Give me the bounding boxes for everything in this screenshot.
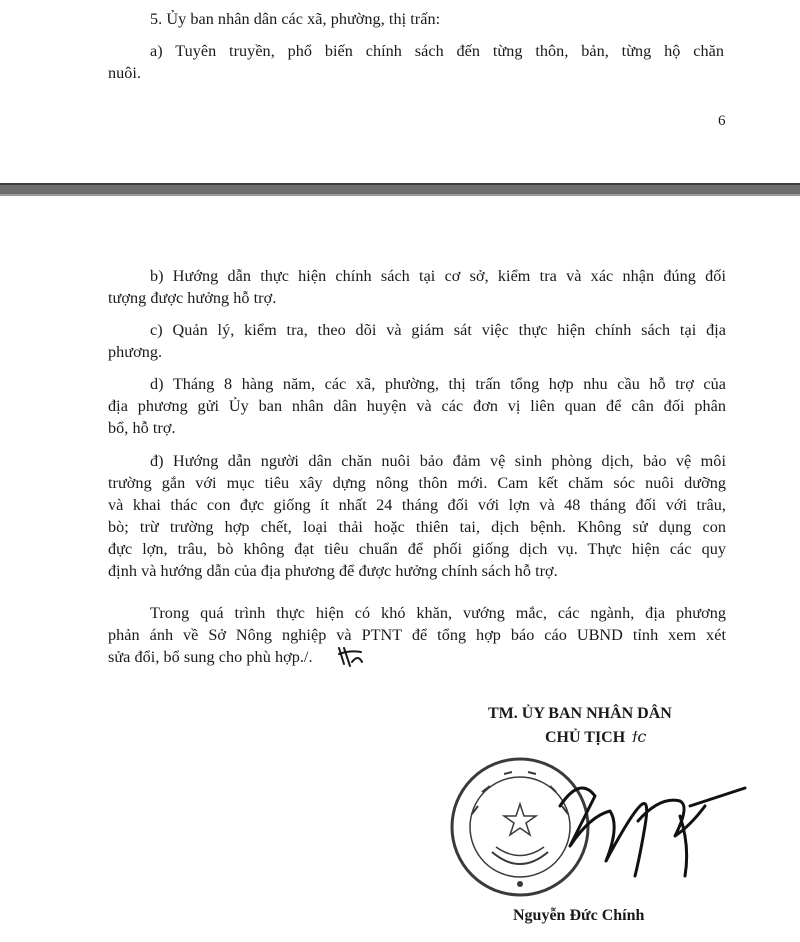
item-a-line-1: a) Tuyên truyền, phổ biến chính sách đến từng thôn, bản, từng hộ chăn — [150, 42, 724, 60]
signer-name: Nguyễn Đức Chính — [513, 907, 645, 924]
handwritten-signature-icon — [540, 766, 750, 886]
current-page — [0, 196, 800, 942]
closing-line-2: phản ánh về Sở Nông nghiệp và PTNT để tổng hợp báo cáo UBND tỉnh xem xét — [108, 626, 726, 644]
item-b-line-2: tượng được hưởng hỗ trợ. — [108, 289, 277, 307]
page-divider — [0, 183, 800, 196]
item-d1-line-1: d) Tháng 8 hàng năm, các xã, phường, thị trấn tổng hợp nhu cầu hỗ trợ của — [150, 375, 726, 393]
item-c-line-2: phương. — [108, 343, 163, 361]
initial-mark-icon — [336, 642, 366, 672]
signature-initials: ϯc — [632, 727, 647, 746]
closing-line-1: Trong quá trình thực hiện có khó khăn, vướng mắc, các ngành, địa phương — [150, 604, 726, 622]
signature-on-behalf: TM. ỦY BAN NHÂN DÂN — [488, 705, 672, 722]
item-d1-line-3: bổ, hỗ trợ. — [108, 419, 176, 437]
item-d2-line-1: đ) Hướng dẫn người dân chăn nuôi bảo đảm vệ sinh phòng dịch, bảo vệ môi — [150, 452, 726, 470]
item-5-heading: 5. Ủy ban nhân dân các xã, phường, thị trấn: — [150, 10, 441, 28]
closing-line-3: sửa đổi, bổ sung cho phù hợp./. — [108, 648, 313, 666]
item-d1-line-2: địa phương gửi Ủy ban nhân dân huyện và các đơn vị liên quan để cân đối phân — [108, 397, 726, 415]
signature-title: CHỦ TỊCH — [545, 729, 626, 746]
item-c-line-1: c) Quản lý, kiểm tra, theo dõi và giám sát việc thực hiện chính sách tại địa — [150, 321, 726, 339]
item-d2-line-5: đực lợn, trâu, bò không đạt tiêu chuẩn để phối giống dịch vụ. Thực hiện các quy — [108, 540, 726, 558]
item-a-line-2: nuôi. — [108, 64, 142, 82]
item-d2-line-3: và khai thác con đực giống ít nhất 24 tháng đối với lợn và 48 tháng đối với trâu, — [108, 496, 726, 514]
item-d2-line-4: bò; trừ trường hợp chết, loại thải hoặc thiên tai, dịch bệnh. Không sử dụng con — [108, 518, 726, 536]
item-d2-line-6: định và hướng dẫn của địa phương để được hưởng chính sách hỗ trợ. — [108, 562, 558, 580]
item-d2-line-2: trường gắn với mục tiêu xây dựng nông thôn mới. Cam kết chăm sóc nuôi dưỡng — [108, 474, 726, 492]
item-b-line-1: b) Hướng dẫn thực hiện chính sách tại cơ sở, kiểm tra và xác nhận đúng đối — [150, 267, 726, 285]
page-number: 6 — [718, 113, 726, 129]
previous-page — [0, 0, 800, 183]
